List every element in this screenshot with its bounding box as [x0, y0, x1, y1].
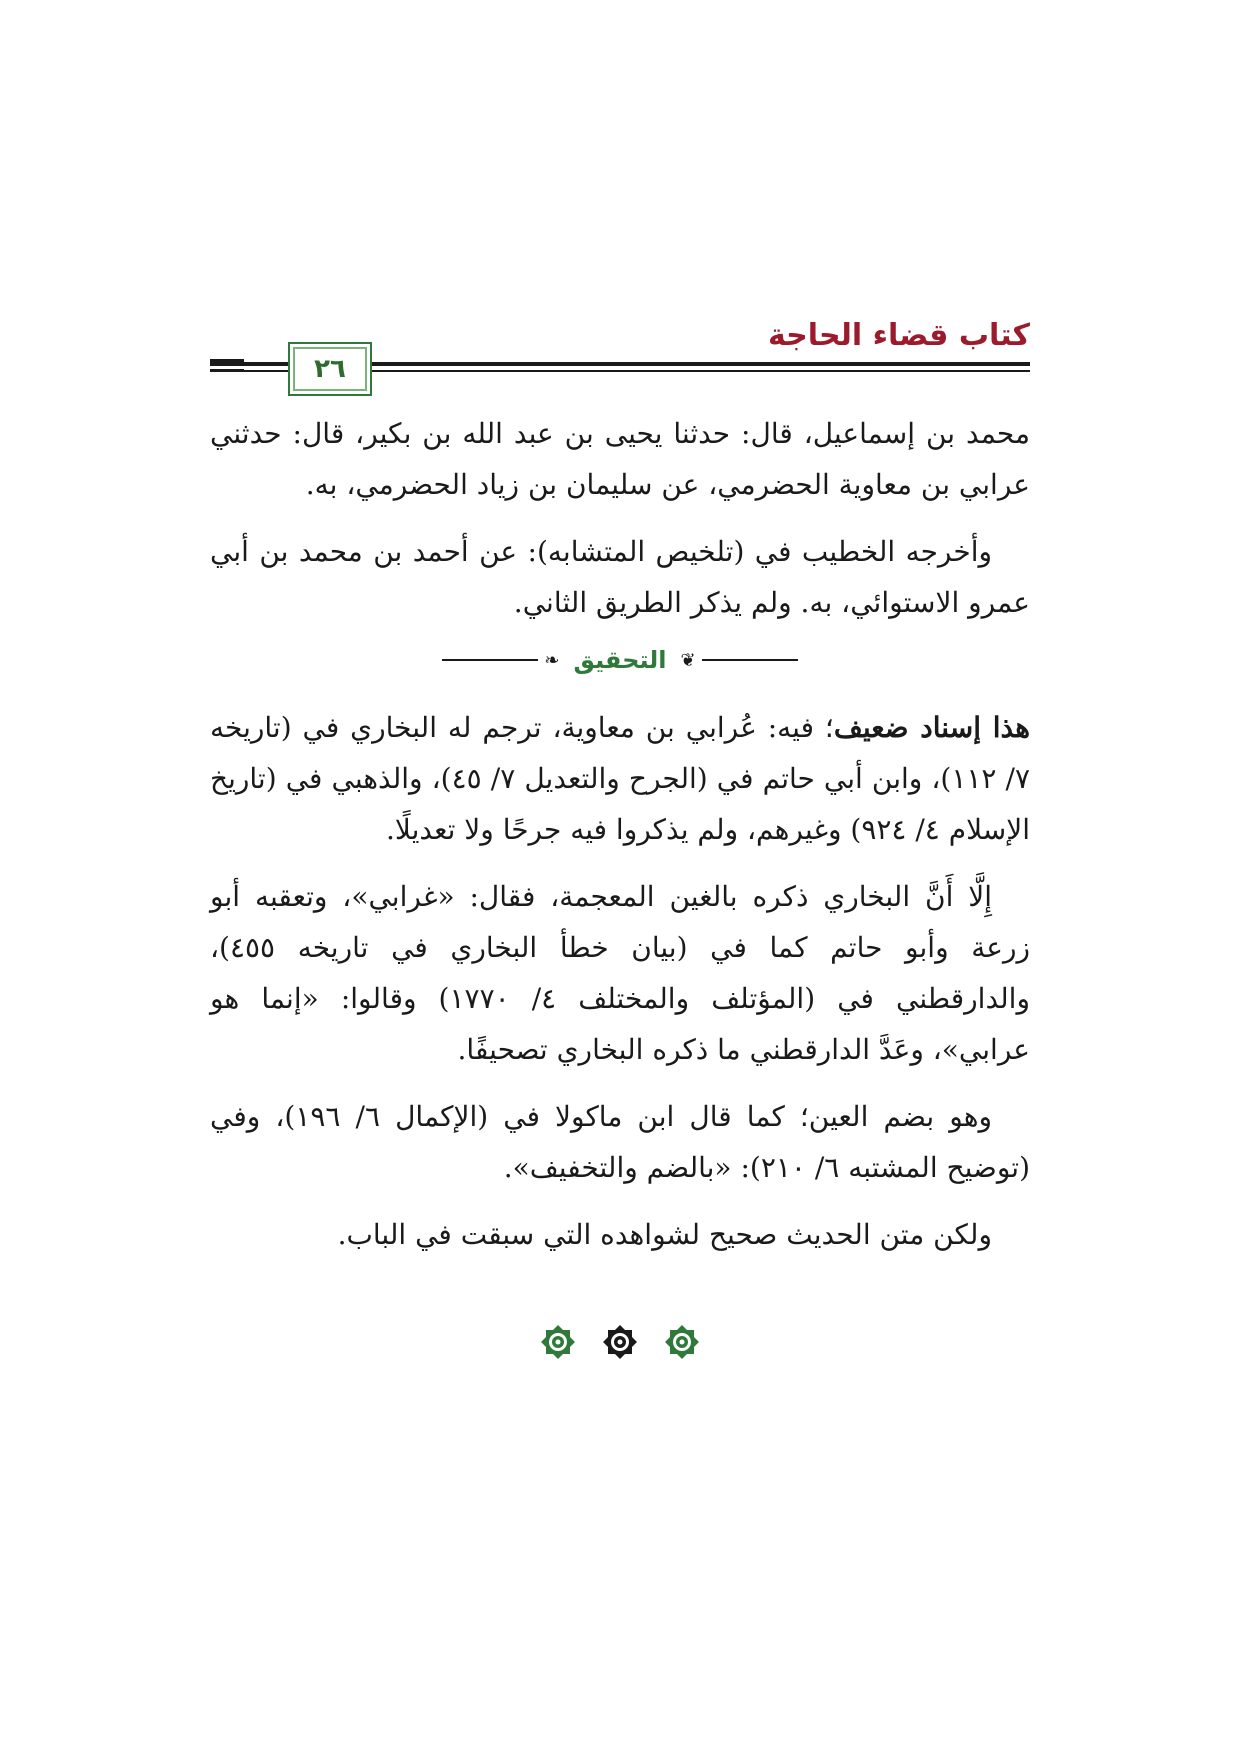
- rosette-ornament-icon: [538, 1322, 578, 1362]
- paragraph: وأخرجه الخطيب في (تلخيص المتشابه): عن أحمد بن محمد بن أبي عمرو الاستوائي، به. ولم يذكر الطريق الثاني.: [210, 535, 1030, 619]
- bold-phrase: هذا إسناد ضعيف: [833, 711, 1030, 744]
- paragraph: وهو بضم العين؛ كما قال ابن ماكولا في (الإكمال ٦/ ١٩٦)، وفي (توضيح المشتبه ٦/ ٢١٠): «بالضم والتخفيف».: [210, 1100, 1030, 1184]
- rosette-ornament-icon: [662, 1322, 702, 1362]
- header-rule-stub: [210, 369, 244, 371]
- flourish-icon: ❦: [680, 649, 696, 671]
- divider-line: [702, 659, 798, 661]
- paragraph-text: ؛ فيه: عُرابي بن معاوية، ترجم له البخاري في (تاريخه ٧/ ١١٢)، وابن أبي حاتم في (الجرح والتعديل ٧/ ٤٥)، والذهبي في (تاريخ الإسلام ٤/ ٩٢٤) وغيرهم، ولم يذكروا فيه جرحًا ولا تعديلًا.: [210, 711, 1031, 846]
- flourish-icon: ❧: [544, 649, 560, 671]
- paragraph: ولكن متن الحديث صحيح لشواهده التي سبقت في الباب.: [337, 1218, 992, 1251]
- closing-ornaments: [0, 1322, 1240, 1362]
- rosette-ornament-icon: [600, 1322, 640, 1362]
- page-header: [210, 318, 1030, 392]
- page-body: [210, 408, 1030, 1276]
- divider-line: [442, 659, 538, 661]
- section-heading: التحقيق: [573, 645, 667, 674]
- header-rule-stub: [210, 359, 244, 363]
- page-number-frame: [288, 342, 372, 396]
- paragraph: محمد بن إسماعيل، قال: حدثنا يحيى بن عبد الله بن بكير، قال: حدثني عرابي بن معاوية الحضرمي، عن سليمان بن زياد الحضرمي، به.: [210, 417, 1030, 501]
- paragraph: [210, 702, 1030, 855]
- page-number: ٢٦: [314, 354, 346, 384]
- book-title: كتاب قضاء الحاجة: [767, 318, 1030, 353]
- paragraph: إِلَّا أَنَّ البخاري ذكره بالغين المعجمة، فقال: «غرابي»، وتعقبه أبو زرعة وأبو حاتم كما في (بيان خطأ البخاري في تاريخه ٤٥٥)، والدارقطني في (المؤتلف والمختلف ٤/ ١٧٧٠) وقالوا: «إنما هو عرابي»، وعَدَّ الدارقطني ما ذكره البخاري تصحيفًا.: [210, 880, 1030, 1066]
- section-divider: [210, 640, 1030, 680]
